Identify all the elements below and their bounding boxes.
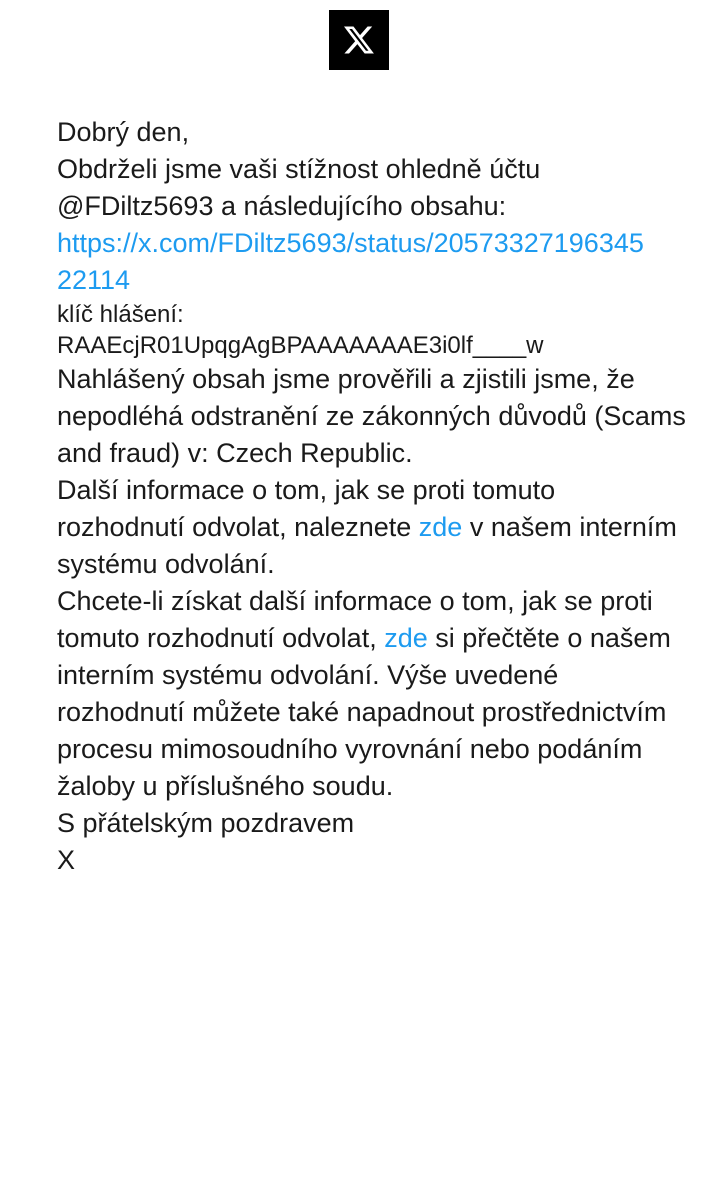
- appeal-info-suffix: v našem interním systému odvolání.: [57, 512, 677, 579]
- email-body: [57, 114, 687, 879]
- greeting: Dobrý den,: [57, 117, 190, 147]
- review-result: Nahlášený obsah jsme prověřili a zjistili jsme, že nepodléhá odstranění ze zákonných důvodů (Scams and fraud) v: Czech Republic.: [57, 364, 686, 468]
- signature: X: [57, 845, 76, 875]
- appeal-here-link[interactable]: zde: [418, 512, 463, 542]
- x-logo: [329, 10, 389, 70]
- complaint-intro: [57, 151, 687, 225]
- x-logo-icon: [344, 26, 374, 54]
- further-here-link[interactable]: zde: [384, 623, 428, 653]
- appeal-info-prefix: Další informace o tom, jak se proti tomuto rozhodnutí odvolat, naleznete: [57, 475, 556, 542]
- further-info-prefix: Chcete-li získat další informace o tom, jak se proti tomuto rozhodnutí odvolat,: [57, 586, 653, 653]
- reported-url-block: [57, 225, 687, 299]
- signoff: S přátelským pozdravem: [57, 808, 355, 838]
- report-key-value: RAAEcjR01UpqgAgBPAAAAAAAE3i0lf____w: [57, 332, 544, 359]
- complaint-intro-line1: Obdrželi jsme vaši stížnost ohledně účtu: [57, 154, 541, 184]
- reported-url-link[interactable]: https://x.com/FDiltz5693/status/2057332719634522114: [57, 228, 644, 295]
- report-key-block: [57, 299, 687, 361]
- further-info: [57, 583, 687, 805]
- appeal-info: [57, 472, 687, 583]
- further-info-suffix: si přečtěte o našem interním systému odvolání. Výše uvedené rozhodnutí můžete také napadnout prostřednictvím procesu mimosoudního vyrovnání nebo podáním žaloby u příslušného soudu.: [57, 623, 671, 801]
- complaint-intro-line2: @FDiltz5693 a následujícího obsahu:: [57, 191, 507, 221]
- report-key-label: klíč hlášení:: [57, 301, 184, 328]
- signoff-block: [57, 805, 687, 879]
